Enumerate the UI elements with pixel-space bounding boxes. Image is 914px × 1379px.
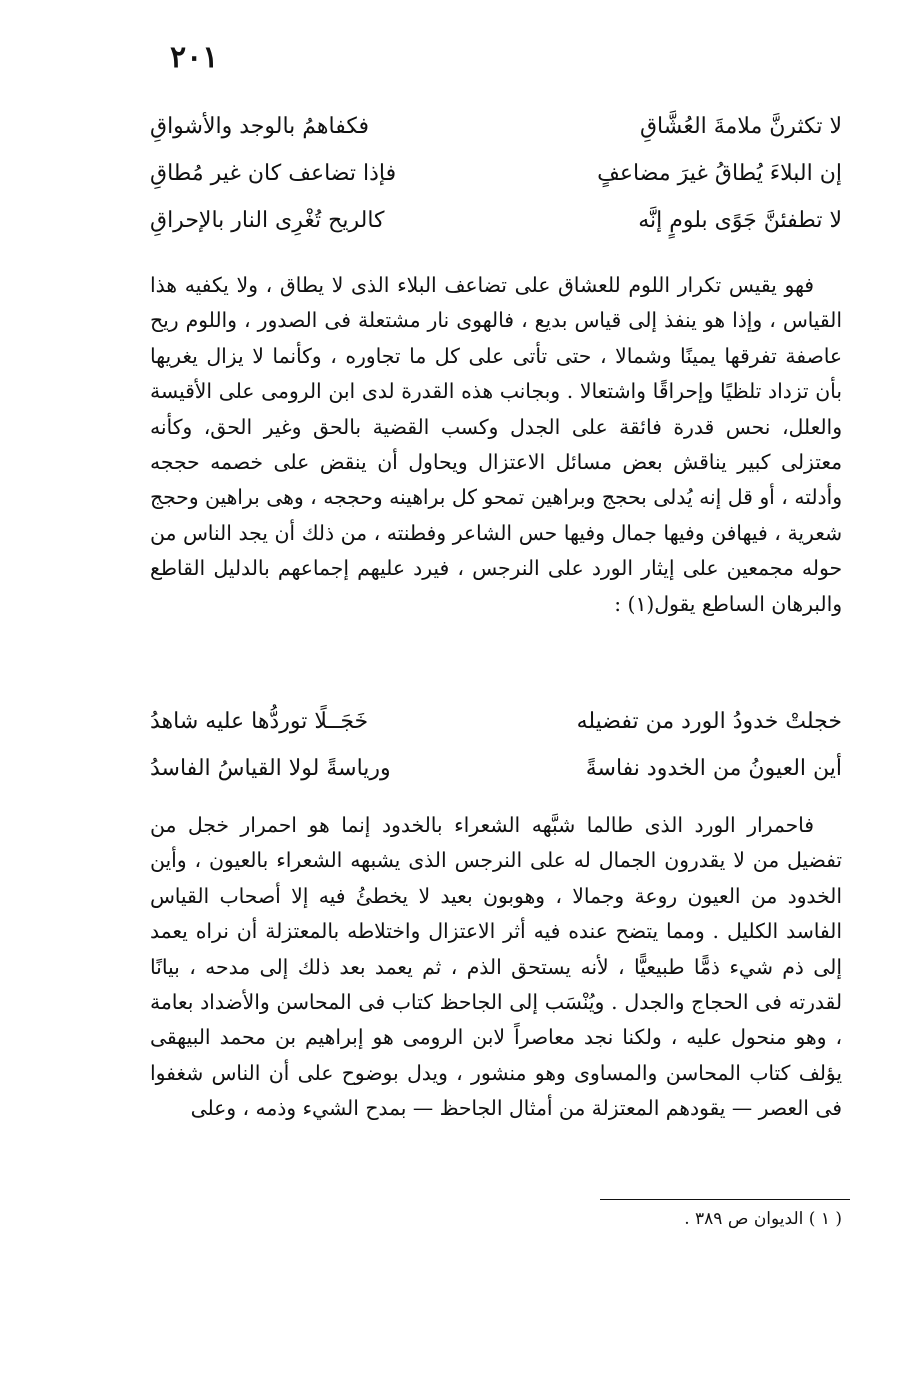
verse-block-middle — [150, 698, 842, 792]
footnote-separator — [600, 1199, 850, 1200]
verse-second-hemistich: فكفاهمُ بالوجد والأشواقِ — [150, 114, 370, 139]
verse-line — [150, 103, 842, 150]
verse-second-hemistich: فإذا تضاعف كان غير مُطاقِ — [150, 161, 397, 186]
verse-first-hemistich: إن البلاءَ يُطاقُ غيرَ مضاعفٍ — [597, 161, 842, 186]
verse-line — [150, 745, 842, 792]
verse-line — [150, 150, 842, 197]
verse-first-hemistich: لا تطفئنَّ جَوًى بلومٍ إنَّه — [638, 208, 842, 233]
page-number: ٢٠١ — [170, 40, 219, 75]
verse-block-top — [150, 103, 842, 244]
paragraph-1 — [150, 268, 842, 622]
verse-second-hemistich: كالريح تُغْرِى النار بالإحراقِ — [150, 208, 385, 233]
paragraph-text: فهو يقيس تكرار اللوم للعشاق على تضاعف البلاء الذى لا يطاق ، ولا يكفيه هذا القياس ، وإذا هو ينفذ إلى قياس بديع ، فالهوى نار مشتعلة فى الصدور ، واللوم ريح عاصفة تفرقها يمينًا وشمالا ، حتى تأتى على كل ما تجاوره ، وكأنما لا يزال يغريها بأن تزداد تلظيًا وإحراقًا واشتعالا . وبجانب هذه القدرة لدى ابن الرومى على الأقيسة والعلل، نحس قدرة فائقة على الجدل وكسب القضية بالحق وغير الحق، وكأنه معتزلى كبير يناقش بعض مسائل الاعتزال ويحاول أن ينقض على خصمه حججه وأدلته ، أو قل إنه يُدلى بحجج وبراهين تمحو كل براهينه وحججه ، وهى براهين وحجج شعرية ، فيهافن وفيها جمال وفيها حس الشاعر وفطنته ، من ذلك أن يجد الناس من حوله مجمعين على إيثار الورد على النرجس ، فيرد عليهم إجماعهم بالدليل القاطع والبرهان الساطع يقول(١) : — [150, 273, 842, 616]
verse-second-hemistich: ورياسةً لولا القياسُ الفاسدُ — [150, 756, 391, 781]
footnote: ( ١ ) الديوان ص ٣٨٩ . — [684, 1209, 842, 1229]
verse-line — [150, 698, 842, 745]
paragraph-2 — [150, 808, 842, 1127]
verse-line — [150, 197, 842, 244]
verse-first-hemistich: لا تكثرنَّ ملامةَ العُشَّاقِ — [639, 114, 842, 139]
paragraph-text: فاحمرار الورد الذى طالما شبَّهه الشعراء بالخدود إنما هو احمرار خجل من تفضيل من لا يقدرون الجمال له على النرجس الذى يشبهه الشعراء بالعيون ، وأين الخدود من العيون روعة وجمالا ، وهوبون بعيد لا يخطئُ فيه إلا أصحاب القياس الفاسد الكليل . ومما يتضح عنده فيه أثر الاعتزال واختلاطه بالمعتزلة أن نراه يعمد إلى ذم شيء ذمًّا طبيعيًّا ، لأنه يستحق الذم ، ثم يعمد بعد ذلك إلى مدحه ، بيانًا لقدرته فى الحجاج والجدل . ويُنْسَب إلى الجاحظ كتاب فى المحاسن والأضداد بعامة ، وهو منحول عليه ، ولكنا نجد معاصراً لابن الرومى هو إبراهيم بن محمد البيهقى يؤلف كتاب المحاسن والمساوى وهو منشور ، ويدل بوضوح على أن الناس شغفوا فى العصر — يقودهم المعتزلة من أمثال الجاحظ — بمدح الشيء وذمه ، وعلى — [150, 813, 842, 1121]
verse-second-hemistich: خَجَــلًا توردُّها عليه شاهدُ — [150, 709, 369, 734]
verse-first-hemistich: خجلتْ خدودُ الورد من تفضيله — [576, 709, 842, 734]
verse-first-hemistich: أين العيونُ من الخدود نفاسةً — [585, 756, 842, 781]
